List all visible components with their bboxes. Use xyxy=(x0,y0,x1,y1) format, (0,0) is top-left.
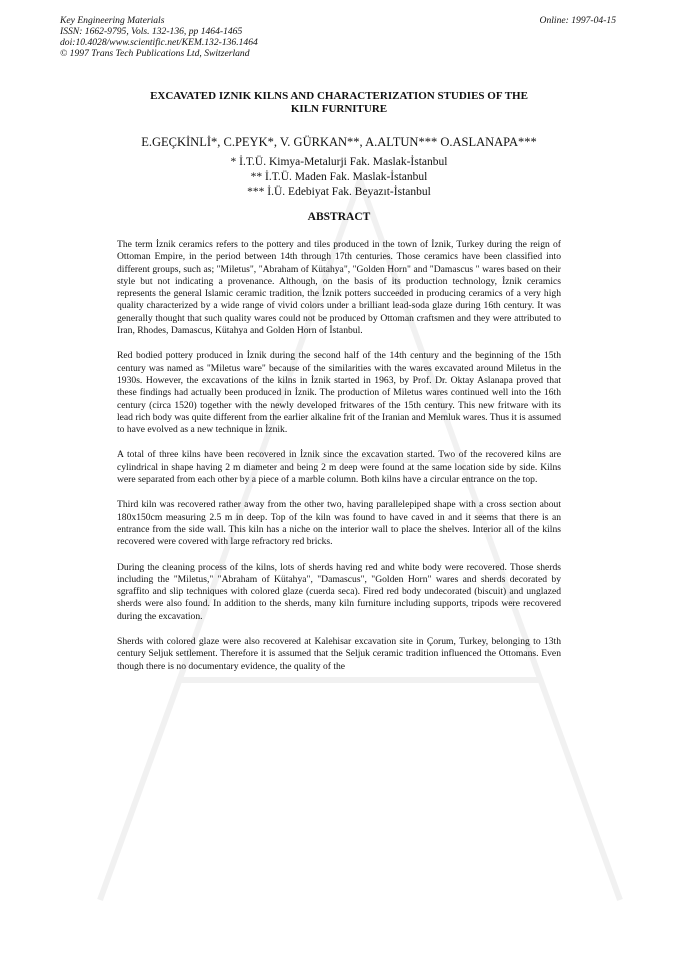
paper-title xyxy=(0,90,678,116)
page-header xyxy=(60,15,616,59)
paragraph: Sherds with colored glaze were also recovered at Kalehisar excavation site in Çorum, Turkey, belonging to 13th century Seljuk settlement. Therefore it is assumed that the Seljuk ceramic tradition influenced the Ottomans. Even though there is no documentary evidence, the quality of the xyxy=(117,636,561,672)
paragraph: Red bodied pottery produced in İznik during the second half of the 14th century and the beginning of the 15th century was named as "Miletus ware" because of the similarities with the wares excavated around Miletus in the 1930s. However, the excavations of the kilns in İznik started in 1963, by Prof. Dr. Oktay Aslanapa proved that these findings had actually been produced in İznik. The production of Miletus wares continued well into the 16th century (circa 1520) together with the newly developed fritwares of the 15th century. This new fritware with its lead rich body was quite different from the earlier alkaline frit of the Iranian and Memluk wares. Thus it is assumed to have evolved as a new technique in İznik. xyxy=(117,350,561,436)
journal-name: Key Engineering Materials xyxy=(60,15,165,26)
title-line-1: EXCAVATED IZNIK KILNS AND CHARACTERIZATION STUDIES OF THE xyxy=(150,90,528,102)
paragraph: Third kiln was recovered rather away from the other two, having parallelepiped shape with a cross section about 180x150cm measuring 2.5 m in deep. Top of the kiln was found to have caved in and it seems that there is an entrance from the side wall. This kiln has a niche on the interior wall to place the shelves. Interior all of the kilns recovered were covered with large refractory red bricks. xyxy=(117,499,561,548)
paragraph: A total of three kilns have been recovered in İznik since the excavation started. Two of the recovered kilns are cylindrical in shape having 2 m diameter and being 2 m deep were found at the same location side by side. Kilns were separated from each other by a piece of a marble column. Both kilns have a circular entrance on the top. xyxy=(117,449,561,486)
copyright-line: © 1997 Trans Tech Publications Ltd, Switzerland xyxy=(60,48,250,59)
paragraph: The term İznik ceramics refers to the pottery and tiles produced in the town of İznik, Turkey during the reign of Ottoman Empire, in the period between 14th through 17th centuries. Those ceramics have been classified into different groups, such as; "Miletus", "Abraham of Kütahya", "Golden Horn" and "Damascus " wares based on their style but not indicating a provenance. Although, on the basis of its production technology, İznik ceramics represents the general Islamic ceramic tradition, the İznik potters succeeded in producing ceramics of a very high quality characterized by a wide range of vivid colors under a brilliant lead-soda glaze during 16th century. It was generally thought that such quality wares could not be produced by Ottoman craftsmen and they were attributed to Iran, Rhodes, Damascus, Kütahya and Golden Horn of İstanbul. xyxy=(117,239,561,337)
affiliation-1: * İ.T.Ü. Kimya-Metalurji Fak. Maslak-İstanbul xyxy=(230,156,448,168)
abstract-body xyxy=(117,239,561,686)
online-date: Online: 1997-04-15 xyxy=(539,15,616,26)
authors: E.GEÇKİNLİ*, C.PEYK*, V. GÜRKAN**, A.ALTUN*** O.ASLANAPA*** xyxy=(141,135,537,149)
abstract-heading: ABSTRACT xyxy=(307,211,371,223)
issn-line: ISSN: 1662-9795, Vols. 132-136, pp 1464-1465 xyxy=(60,26,243,37)
title-line-2: KILN FURNITURE xyxy=(290,103,388,115)
affiliation-2: ** İ.T.Ü. Maden Fak. Maslak-İstanbul xyxy=(250,171,428,183)
paragraph: During the cleaning process of the kilns, lots of sherds having red and white body were recovered. Those sherds including the "Miletus," "Abraham of Kütahya", "Damascus", "Golden Horn" wares and sherds decorated by sgraffito and slip techniques with colored glaze (cuerda seca). Fired red body undecorated (biscuit) and unglazed sherds were also found. In addition to the sherds, many kiln furniture including supports, tripods were recovered during the excavation. xyxy=(117,561,561,622)
doi-line: doi:10.4028/www.scientific.net/KEM.132-136.1464 xyxy=(60,37,258,48)
affiliation-3: *** İ.Ü. Edebiyat Fak. Beyazıt-İstanbul xyxy=(247,186,431,198)
citation-block xyxy=(60,15,616,59)
affiliations xyxy=(0,155,678,200)
